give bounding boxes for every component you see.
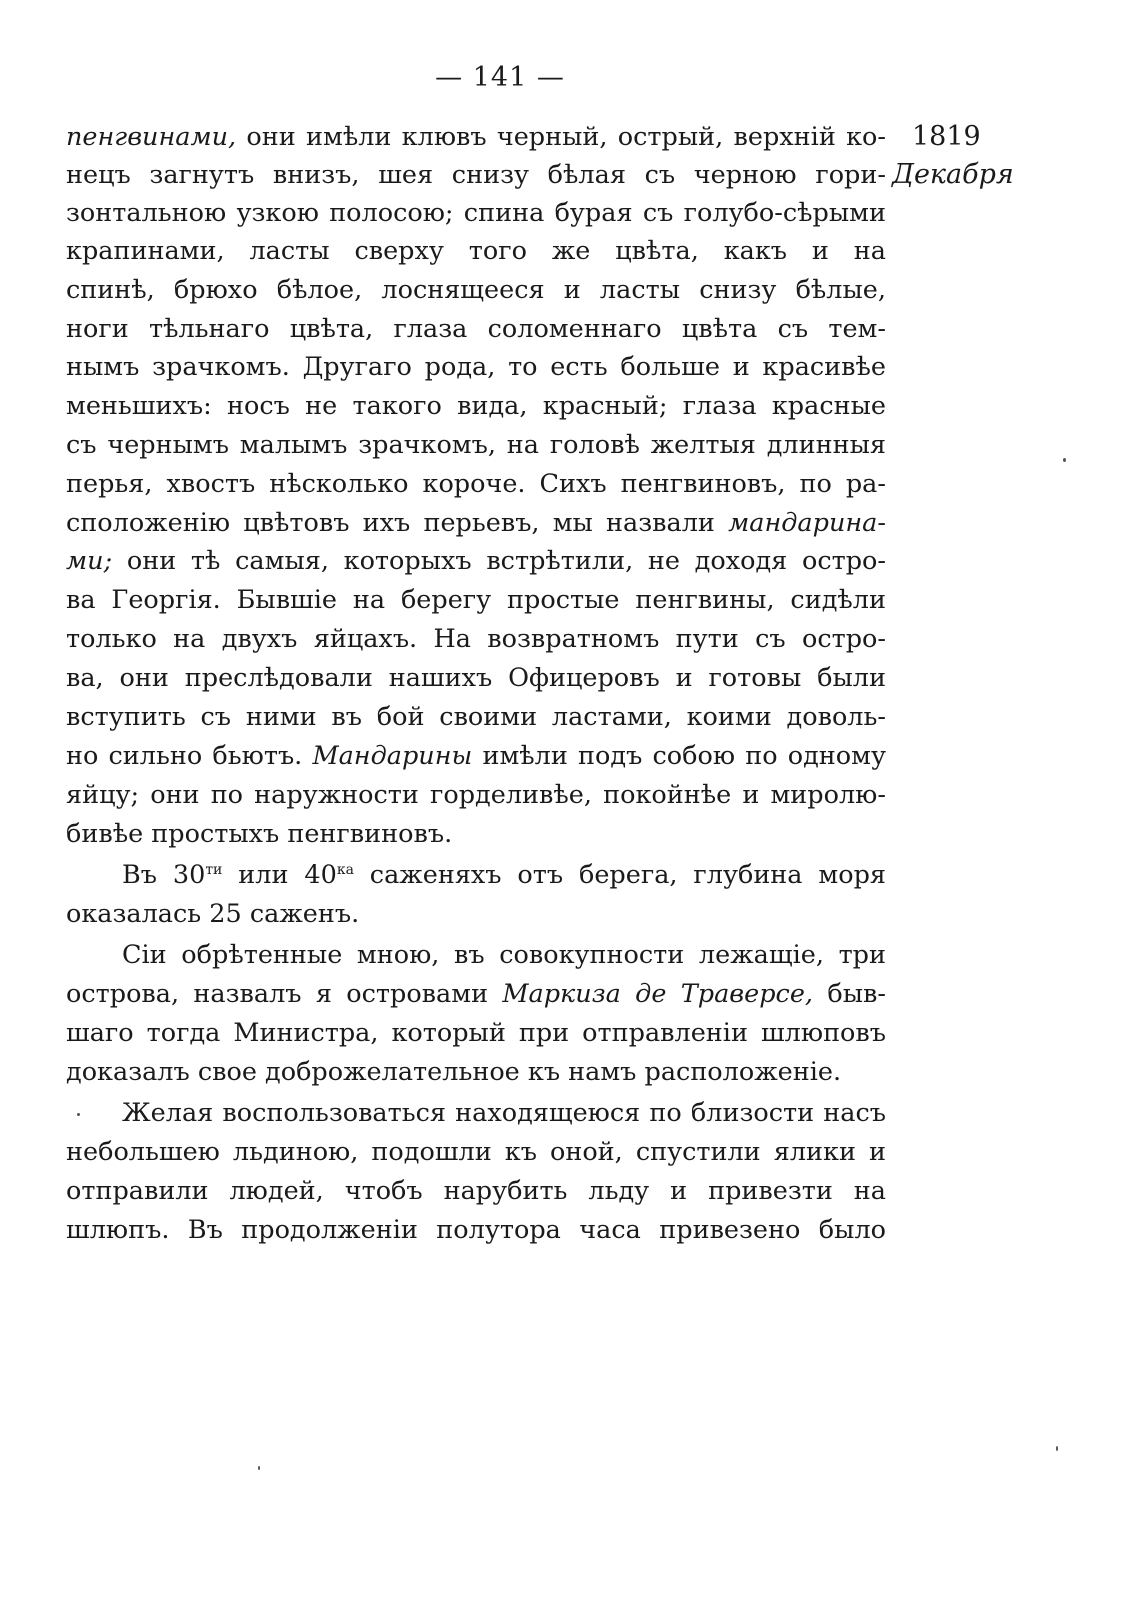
text-line: шлюпъ. Въ продолженіи полутора часа привезено было (66, 1215, 886, 1245)
text-line: Сіи обрѣтенные мною, въ совокупности лежащіе, три (122, 940, 886, 970)
text-line: вступить съ ними въ бой своими ластами, коими доволь- (66, 702, 886, 732)
scan-speck (77, 1113, 80, 1116)
text-line: Желая воспользоваться находящеюся по близости насъ (122, 1098, 886, 1128)
margin-note-year: 1819 (912, 121, 981, 152)
text-line: нецъ загнутъ внизъ, шея снизу бѣлая съ черною гори- (66, 160, 886, 190)
text-line: пенгвинами, они имѣли клювъ черный, острый, верхній ко- (66, 122, 886, 152)
text-line: оказалась 25 саженъ. (66, 899, 360, 929)
text-line: ми; они тѣ самыя, которыхъ встрѣтили, не доходя остро- (66, 546, 886, 576)
text-line: нымъ зрачкомъ. Другаго рода, то есть больше и красивѣе (66, 352, 886, 382)
text-line: только на двухъ яйцахъ. На возвратномъ пути съ остро- (66, 624, 886, 654)
scan-speck (258, 1466, 260, 1470)
text-line: Въ $30^{ти}$ или $40^{ка}$ саженяхъ отъ берега, глубина моря (122, 860, 886, 890)
text-line: меньшихъ: носъ не такого вида, красный; глаза красные (66, 391, 886, 421)
text-line: сположенію цвѣтовъ ихъ перьевъ, мы назвали мандарина- (66, 508, 886, 538)
italic-term: пенгвинами, (66, 122, 237, 152)
text-line: яйцу; они по наружности горделивѣе, покойнѣе и миролю- (66, 780, 886, 810)
text-line: но сильно бьютъ. Мандарины имѣли подъ собою по одному (66, 741, 886, 771)
text-line: съ чернымъ малымъ зрачкомъ, на головѣ желтыя длинныя (66, 430, 886, 460)
text-line: ва Георгія. Бывшіе на берегу простые пенгвины, сидѣли (66, 585, 886, 615)
text-line: перья, хвостъ нѣсколько короче. Сихъ пенгвиновъ, по ра- (66, 469, 886, 499)
italic-term: мандарина- (728, 508, 886, 538)
text-line: спинѣ, брюхо бѣлое, лоснящееся и ласты снизу бѣлые, (66, 275, 886, 305)
text-line: шаго тогда Министра, который при отправленіи шлюповъ (66, 1018, 886, 1048)
text-line: доказалъ свое доброжелательное къ намъ расположеніе. (66, 1057, 842, 1087)
page-number: — 141 — (435, 62, 565, 93)
scan-speck (1063, 458, 1066, 462)
text-line: отправили людей, чтобъ нарубить льду и привезти на (66, 1176, 886, 1206)
text-line: крапинами, ласты сверху того же цвѣта, какъ и на (66, 236, 886, 266)
italic-term: Маркиза де Траверсе, (502, 979, 814, 1009)
text-line: зонтальною узкою полосою; спина бурая съ голубо-сѣрыми (66, 198, 886, 228)
margin-note-month: Декабря (892, 159, 1014, 190)
text-line: острова, назвалъ я островами Маркиза де Траверсе, быв- (66, 979, 886, 1009)
text-line: бивѣе простыхъ пенгвиновъ. (66, 819, 453, 849)
italic-term: ми; (66, 546, 113, 576)
text-line: ва, они преслѣдовали нашихъ Офицеровъ и готовы были (66, 663, 886, 693)
scan-speck (1056, 1446, 1058, 1451)
italic-term: Мандарины (312, 741, 473, 771)
text-line: небольшею льдиною, подошли къ оной, спустили ялики и (66, 1137, 886, 1167)
text-line: ноги тѣльнаго цвѣта, глаза соломеннаго цвѣта съ тем- (66, 314, 886, 344)
